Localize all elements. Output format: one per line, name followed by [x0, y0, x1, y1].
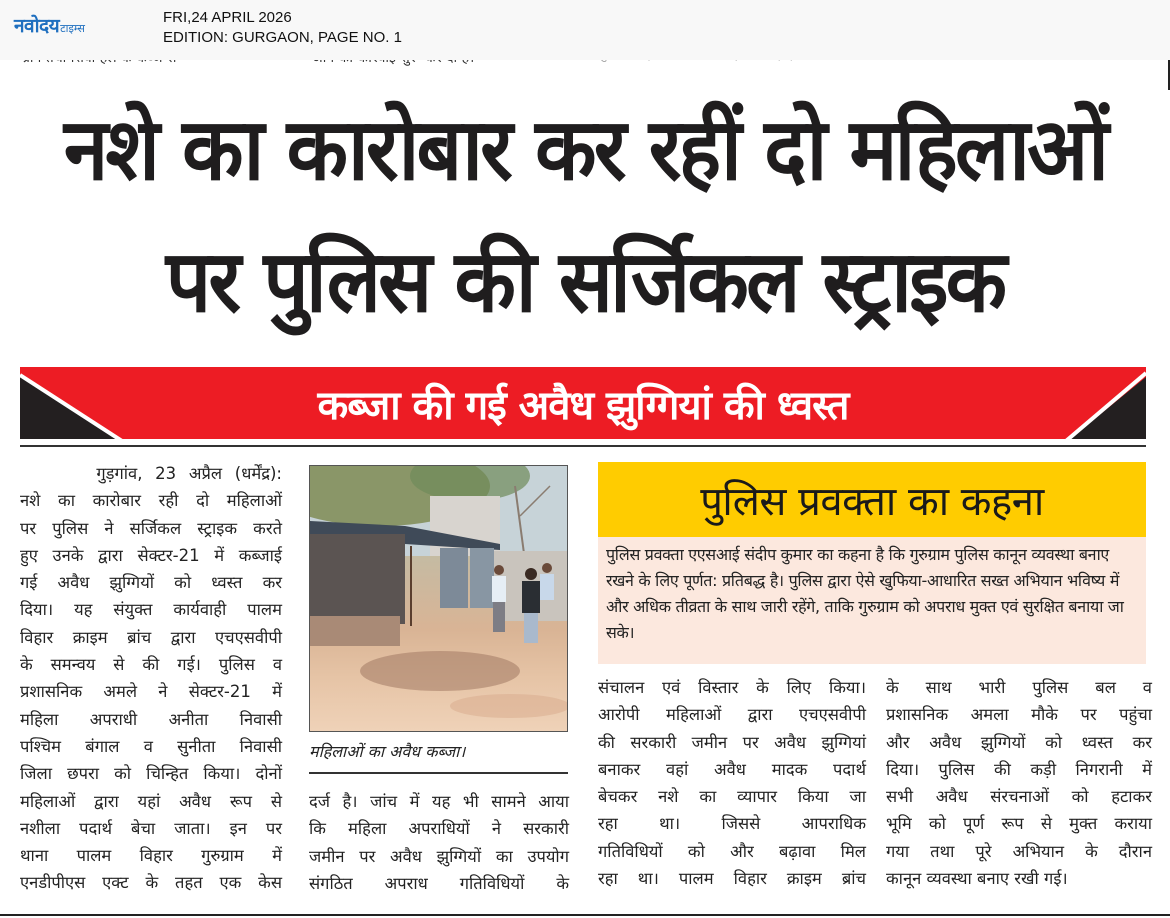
subheadline-banner [20, 367, 1146, 439]
article-line: महिला अपराधी अनीता निवासी [20, 709, 282, 729]
article-line: जिला छपरा को चिन्हित किया। दोनों [20, 764, 282, 784]
article-line: आरोपी महिलाओं द्वारा एचएसवीपी [598, 705, 866, 725]
article-line: पश्चिम बंगाल व सुनीता निवासी [20, 736, 282, 756]
article-line: बनाकर वहां अवैध मादक पदार्थ [598, 759, 866, 779]
headline-line-2: पर पुलिस की सर्जिकल स्ट्राइक [165, 232, 1005, 332]
article-line: कि महिला अपराधियों ने सरकारी [309, 819, 569, 839]
edition-info [163, 8, 402, 48]
article-line: गुड़गांव, 23 अप्रैल (धर्मेंद्र): [20, 464, 282, 483]
article-line: नशे का कारोबार रही दो महिलाओं [20, 491, 282, 511]
article-line: कानून व्यवस्था बनाए रखी गई। [886, 869, 1068, 889]
article-column-1 [20, 460, 282, 897]
article-line: हुए उनके द्वारा सेक्टर-21 में कब्जाई [20, 545, 282, 565]
article-photo[interactable] [309, 465, 568, 732]
spokesperson-box-title: पुलिस प्रवक्ता का कहना [598, 462, 1146, 537]
article-line: पर पुलिस ने सर्जिकल स्ट्राइक करते [20, 518, 282, 538]
article-line: गतिविधियों को और बढ़ावा मिल [598, 841, 866, 861]
article-line: संगठित अपराध गतिविधियों के [309, 873, 569, 893]
newspaper-logo[interactable] [14, 12, 85, 38]
article-line: गया तथा पूरे अभियान के दौरान [886, 841, 1152, 861]
article-column-4 [886, 674, 1152, 892]
article-line: गई अवैध झुग्गियों को ध्वस्त कर [20, 573, 282, 593]
edition-date: FRI,24 APRIL 2026 [163, 9, 292, 26]
article-line: के साथ भारी पुलिस बल व [886, 678, 1152, 697]
article-line: विहार क्राइम ब्रांच द्वारा एचएसवीपी [20, 627, 282, 647]
article-line: प्रशासनिक अमला मौके पर पहुंचा [886, 705, 1152, 725]
article-column-3 [598, 674, 866, 892]
article-line: दर्ज है। जांच में यह भी सामने आया [309, 792, 569, 811]
article-line: प्रशासनिक अमले ने सेक्टर-21 में [20, 682, 282, 702]
article-line: रहा था। जिससे आपराधिक [598, 814, 866, 834]
banner-underline-rule [20, 445, 1146, 447]
article-line: के समन्वय से की गई। पुलिस व [20, 655, 282, 675]
page-header [0, 0, 1170, 60]
logo-sub-text: टाइम्स [60, 22, 85, 35]
article-line: बेचकर नशे का व्यापार किया जा [598, 787, 866, 807]
article-line: जमीन पर अवैध झुग्गियों का उपयोग [309, 846, 569, 866]
edition-page: EDITION: GURGAON, PAGE NO. 1 [163, 29, 402, 46]
subheadline-text: कब्जा की गई अवैध झुग्गियां की ध्वस्त [317, 382, 849, 429]
article-line: भूमि को पूर्ण रूप से मुक्त कराया [886, 814, 1152, 834]
caption-rule [309, 772, 568, 774]
logo-main-text: नवोदय [14, 15, 60, 37]
headline-line-1: नशे का कारोबार कर रहीं दो महिलाओं [63, 100, 1107, 200]
article-column-2 [309, 788, 569, 897]
page-bottom-rule [0, 914, 1170, 916]
photo-caption: महिलाओं का अवैध कब्जा। [309, 742, 466, 761]
article-line: की सरकारी जमीन पर अवैध झुग्गियां [598, 732, 866, 752]
article-line: सभी अवैध संरचनाओं को हटाकर [886, 787, 1152, 807]
spokesperson-box-body: पुलिस प्रवक्ता एएसआई संदीप कुमार का कहना है कि गुरुग्राम पुलिस कानून व्यवस्था बनाए रखने के लिए पूर्णत: प्रतिबद्ध है। पुलिस द्वारा ऐसे खुफिया-आधारित सख्त अभियान भविष्य में और अधिक तीव्रता के साथ जारी रहेंगे, ताकि गुरुग्राम को अपराध मुक्त एवं सुरक्षित बनाया जा सके। [598, 537, 1146, 664]
article-line: थाना पालम विहार गुरुग्राम में [20, 846, 282, 866]
article-line: रहा था। पालम विहार क्राइम ब्रांच [598, 869, 866, 889]
article-line: महिलाओं द्वारा यहां अवैध रूप से [20, 791, 282, 811]
article-line: संचालन एवं विस्तार के लिए किया। [598, 678, 866, 697]
article-line: नशीला पदार्थ बेचा जाता। इन पर [20, 818, 282, 838]
article-line: दिया। यह संयुक्त कार्यवाही पालम [20, 600, 282, 620]
article-line: और अवैध झुग्गियों को ध्वस्त कर [886, 732, 1152, 752]
article-line: एनडीपीएस एक्ट के तहत एक केस [20, 873, 282, 893]
scene-illustration-icon [310, 466, 568, 732]
article-line: दिया। पुलिस की कड़ी निगरानी में [886, 759, 1152, 779]
